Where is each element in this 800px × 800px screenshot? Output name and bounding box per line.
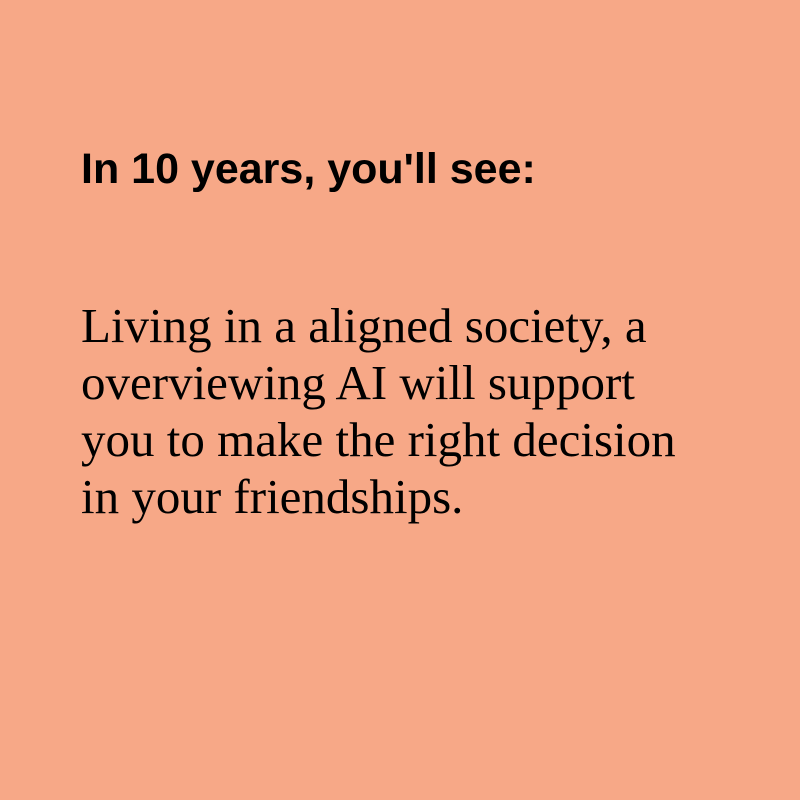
body-text: Living in a aligned society, a overviewing AI will support you to make the right decision in your friendships. xyxy=(81,298,676,524)
heading: In 10 years, you'll see: xyxy=(81,145,536,193)
